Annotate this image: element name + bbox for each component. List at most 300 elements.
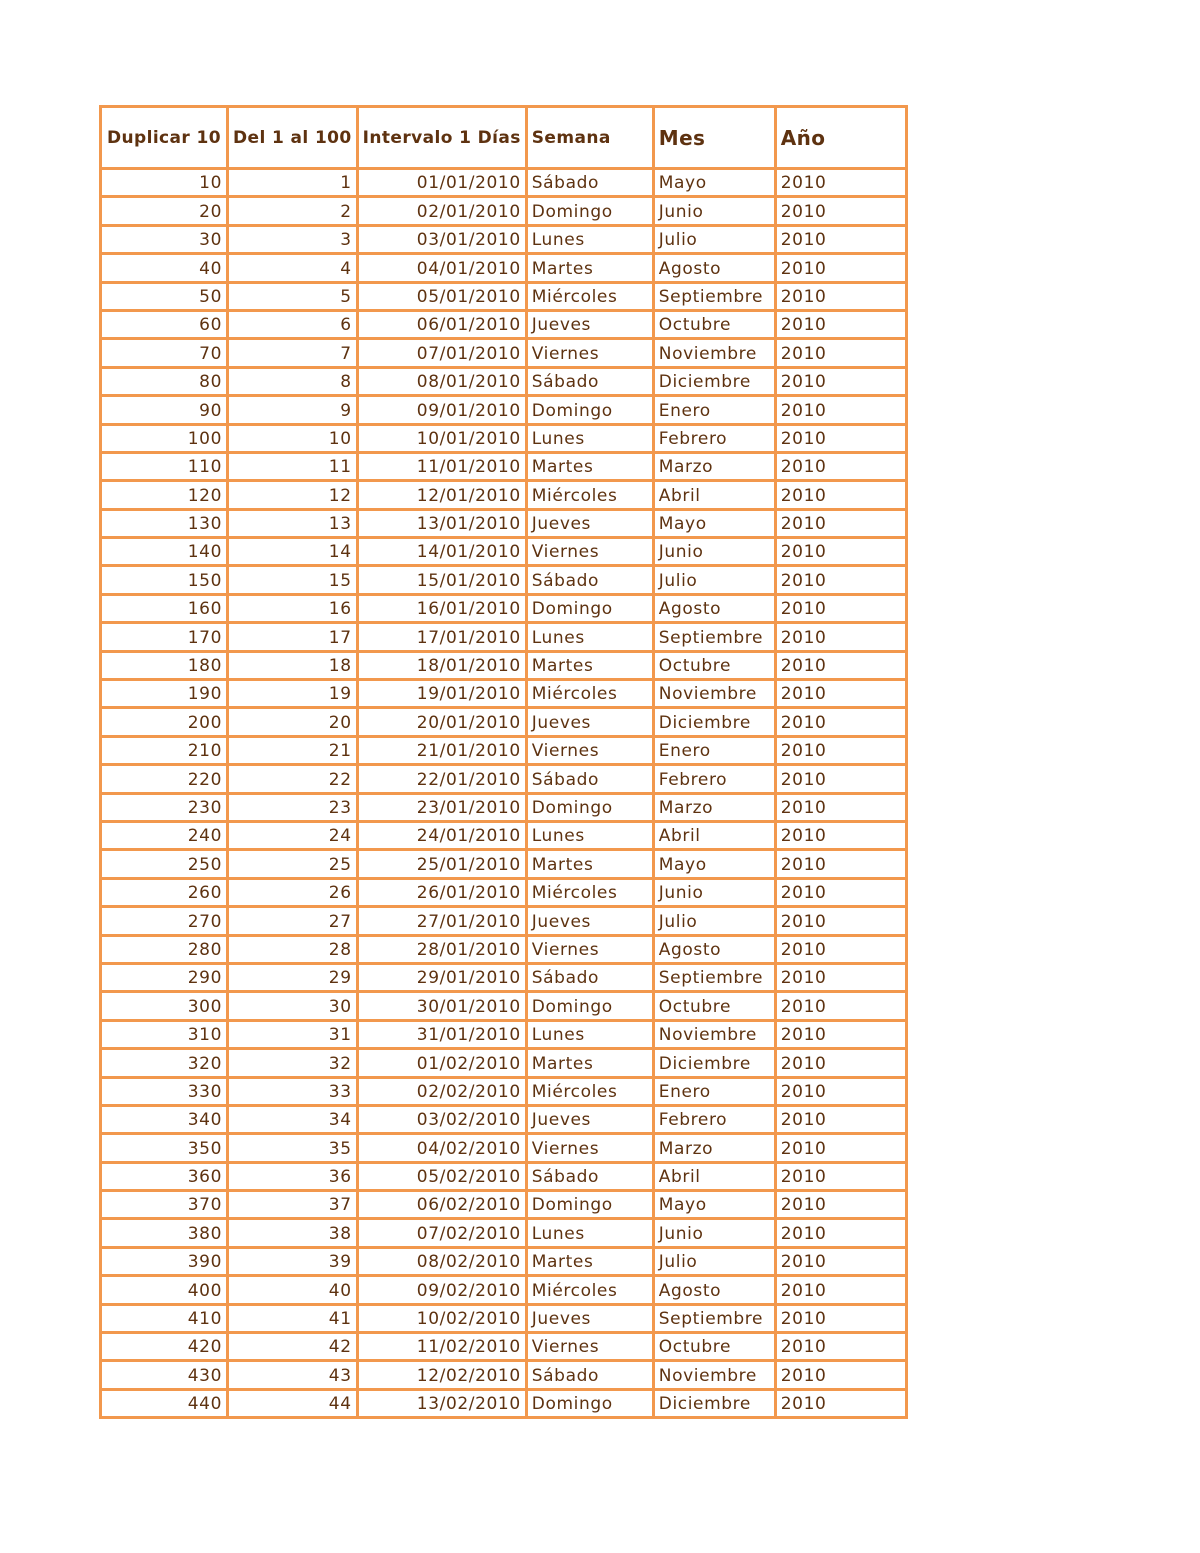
table-row (101, 623, 907, 651)
cell-secuencia: 29 (228, 963, 358, 991)
cell-mes: Noviembre (653, 1020, 775, 1048)
cell-ano: 2010 (775, 850, 906, 878)
cell-duplicar: 100 (101, 424, 228, 452)
cell-duplicar: 240 (101, 821, 228, 849)
cell-secuencia: 21 (228, 736, 358, 764)
cell-ano: 2010 (775, 1219, 906, 1247)
cell-semana: Lunes (526, 424, 653, 452)
cell-duplicar: 110 (101, 452, 228, 480)
cell-fecha: 01/01/2010 (357, 169, 526, 197)
cell-duplicar: 20 (101, 197, 228, 225)
cell-fecha: 10/01/2010 (357, 424, 526, 452)
cell-semana: Miércoles (526, 680, 653, 708)
cell-mes: Abril (653, 1162, 775, 1190)
cell-duplicar: 200 (101, 708, 228, 736)
cell-fecha: 31/01/2010 (357, 1020, 526, 1048)
cell-mes: Mayo (653, 1191, 775, 1219)
table-row (101, 1134, 907, 1162)
cell-fecha: 28/01/2010 (357, 935, 526, 963)
cell-fecha: 03/02/2010 (357, 1105, 526, 1133)
cell-ano: 2010 (775, 680, 906, 708)
cell-mes: Diciembre (653, 1389, 775, 1417)
cell-fecha: 04/02/2010 (357, 1134, 526, 1162)
table-row (101, 254, 907, 282)
cell-secuencia: 24 (228, 821, 358, 849)
cell-fecha: 19/01/2010 (357, 680, 526, 708)
cell-mes: Julio (653, 1247, 775, 1275)
cell-duplicar: 60 (101, 310, 228, 338)
cell-duplicar: 380 (101, 1219, 228, 1247)
cell-mes: Octubre (653, 651, 775, 679)
cell-fecha: 18/01/2010 (357, 651, 526, 679)
cell-duplicar: 10 (101, 169, 228, 197)
cell-fecha: 04/01/2010 (357, 254, 526, 282)
cell-semana: Viernes (526, 736, 653, 764)
cell-mes: Mayo (653, 509, 775, 537)
cell-fecha: 29/01/2010 (357, 963, 526, 991)
cell-fecha: 08/02/2010 (357, 1247, 526, 1275)
table-row (101, 282, 907, 310)
table-row (101, 1162, 907, 1190)
cell-mes: Abril (653, 481, 775, 509)
cell-duplicar: 220 (101, 765, 228, 793)
cell-ano: 2010 (775, 396, 906, 424)
cell-semana: Lunes (526, 623, 653, 651)
cell-mes: Diciembre (653, 367, 775, 395)
table-row (101, 821, 907, 849)
cell-secuencia: 19 (228, 680, 358, 708)
table-row (101, 169, 907, 197)
cell-duplicar: 260 (101, 878, 228, 906)
table-row (101, 367, 907, 395)
table-row (101, 1049, 907, 1077)
cell-duplicar: 420 (101, 1333, 228, 1361)
cell-fecha: 02/01/2010 (357, 197, 526, 225)
table-row (101, 424, 907, 452)
cell-ano: 2010 (775, 1134, 906, 1162)
cell-secuencia: 43 (228, 1361, 358, 1389)
cell-duplicar: 250 (101, 850, 228, 878)
cell-duplicar: 310 (101, 1020, 228, 1048)
cell-fecha: 11/02/2010 (357, 1333, 526, 1361)
cell-secuencia: 17 (228, 623, 358, 651)
cell-secuencia: 11 (228, 452, 358, 480)
cell-secuencia: 16 (228, 594, 358, 622)
cell-secuencia: 42 (228, 1333, 358, 1361)
cell-secuencia: 15 (228, 566, 358, 594)
cell-secuencia: 20 (228, 708, 358, 736)
cell-duplicar: 170 (101, 623, 228, 651)
cell-duplicar: 370 (101, 1191, 228, 1219)
cell-duplicar: 410 (101, 1304, 228, 1332)
cell-semana: Lunes (526, 1219, 653, 1247)
cell-fecha: 09/01/2010 (357, 396, 526, 424)
cell-mes: Septiembre (653, 1304, 775, 1332)
cell-fecha: 07/02/2010 (357, 1219, 526, 1247)
cell-ano: 2010 (775, 169, 906, 197)
cell-mes: Noviembre (653, 1361, 775, 1389)
header-intervalo-1-dias: Intervalo 1 Días (357, 107, 526, 169)
cell-semana: Domingo (526, 396, 653, 424)
cell-ano: 2010 (775, 339, 906, 367)
cell-semana: Martes (526, 254, 653, 282)
cell-semana: Viernes (526, 339, 653, 367)
cell-fecha: 05/01/2010 (357, 282, 526, 310)
cell-secuencia: 4 (228, 254, 358, 282)
cell-semana: Martes (526, 850, 653, 878)
cell-ano: 2010 (775, 1247, 906, 1275)
cell-ano: 2010 (775, 1304, 906, 1332)
cell-mes: Octubre (653, 1333, 775, 1361)
cell-secuencia: 2 (228, 197, 358, 225)
cell-semana: Martes (526, 651, 653, 679)
cell-ano: 2010 (775, 623, 906, 651)
header-mes: Mes (653, 107, 775, 169)
cell-duplicar: 190 (101, 680, 228, 708)
cell-fecha: 10/02/2010 (357, 1304, 526, 1332)
cell-semana: Miércoles (526, 878, 653, 906)
cell-fecha: 27/01/2010 (357, 907, 526, 935)
cell-fecha: 09/02/2010 (357, 1276, 526, 1304)
table-row (101, 452, 907, 480)
cell-ano: 2010 (775, 254, 906, 282)
table-row (101, 1333, 907, 1361)
cell-ano: 2010 (775, 963, 906, 991)
cell-semana: Jueves (526, 310, 653, 338)
cell-ano: 2010 (775, 367, 906, 395)
cell-mes: Septiembre (653, 282, 775, 310)
cell-ano: 2010 (775, 197, 906, 225)
cell-secuencia: 37 (228, 1191, 358, 1219)
cell-fecha: 11/01/2010 (357, 452, 526, 480)
cell-mes: Marzo (653, 452, 775, 480)
cell-semana: Lunes (526, 1020, 653, 1048)
cell-duplicar: 210 (101, 736, 228, 764)
cell-semana: Domingo (526, 793, 653, 821)
table-row (101, 963, 907, 991)
header-duplicar-10: Duplicar 10 (101, 107, 228, 169)
cell-duplicar: 70 (101, 339, 228, 367)
table-row (101, 1191, 907, 1219)
cell-semana: Sábado (526, 963, 653, 991)
table-row (101, 708, 907, 736)
cell-ano: 2010 (775, 1105, 906, 1133)
cell-secuencia: 23 (228, 793, 358, 821)
cell-mes: Enero (653, 396, 775, 424)
cell-ano: 2010 (775, 765, 906, 793)
table-row (101, 396, 907, 424)
cell-ano: 2010 (775, 907, 906, 935)
table-row (101, 935, 907, 963)
cell-secuencia: 32 (228, 1049, 358, 1077)
cell-secuencia: 35 (228, 1134, 358, 1162)
cell-fecha: 15/01/2010 (357, 566, 526, 594)
cell-duplicar: 330 (101, 1077, 228, 1105)
cell-duplicar: 90 (101, 396, 228, 424)
cell-mes: Julio (653, 566, 775, 594)
cell-ano: 2010 (775, 509, 906, 537)
cell-semana: Miércoles (526, 1276, 653, 1304)
cell-ano: 2010 (775, 821, 906, 849)
cell-semana: Sábado (526, 169, 653, 197)
cell-mes: Febrero (653, 765, 775, 793)
table-row (101, 566, 907, 594)
cell-duplicar: 80 (101, 367, 228, 395)
cell-mes: Julio (653, 225, 775, 253)
cell-duplicar: 140 (101, 538, 228, 566)
cell-mes: Mayo (653, 850, 775, 878)
cell-ano: 2010 (775, 708, 906, 736)
header-ano: Año (775, 107, 906, 169)
cell-semana: Miércoles (526, 1077, 653, 1105)
cell-fecha: 05/02/2010 (357, 1162, 526, 1190)
cell-secuencia: 34 (228, 1105, 358, 1133)
cell-semana: Sábado (526, 1361, 653, 1389)
cell-fecha: 01/02/2010 (357, 1049, 526, 1077)
cell-ano: 2010 (775, 225, 906, 253)
cell-secuencia: 36 (228, 1162, 358, 1190)
cell-secuencia: 7 (228, 339, 358, 367)
table-row (101, 992, 907, 1020)
cell-fecha: 30/01/2010 (357, 992, 526, 1020)
cell-fecha: 08/01/2010 (357, 367, 526, 395)
cell-fecha: 21/01/2010 (357, 736, 526, 764)
table-row (101, 1389, 907, 1417)
cell-ano: 2010 (775, 1361, 906, 1389)
cell-semana: Jueves (526, 1304, 653, 1332)
cell-semana: Jueves (526, 708, 653, 736)
table-row (101, 1276, 907, 1304)
cell-secuencia: 13 (228, 509, 358, 537)
cell-mes: Junio (653, 538, 775, 566)
cell-fecha: 22/01/2010 (357, 765, 526, 793)
cell-ano: 2010 (775, 935, 906, 963)
cell-ano: 2010 (775, 736, 906, 764)
cell-semana: Sábado (526, 367, 653, 395)
cell-mes: Junio (653, 878, 775, 906)
cell-ano: 2010 (775, 1020, 906, 1048)
cell-mes: Marzo (653, 793, 775, 821)
header-semana: Semana (526, 107, 653, 169)
cell-secuencia: 44 (228, 1389, 358, 1417)
cell-fecha: 20/01/2010 (357, 708, 526, 736)
cell-mes: Febrero (653, 1105, 775, 1133)
cell-ano: 2010 (775, 452, 906, 480)
cell-secuencia: 22 (228, 765, 358, 793)
cell-semana: Viernes (526, 1333, 653, 1361)
cell-semana: Jueves (526, 1105, 653, 1133)
cell-fecha: 06/02/2010 (357, 1191, 526, 1219)
cell-duplicar: 50 (101, 282, 228, 310)
cell-ano: 2010 (775, 310, 906, 338)
cell-semana: Martes (526, 452, 653, 480)
cell-semana: Sábado (526, 566, 653, 594)
cell-mes: Diciembre (653, 708, 775, 736)
cell-mes: Enero (653, 1077, 775, 1105)
table-row (101, 907, 907, 935)
cell-mes: Mayo (653, 169, 775, 197)
cell-mes: Agosto (653, 935, 775, 963)
cell-mes: Enero (653, 736, 775, 764)
cell-secuencia: 6 (228, 310, 358, 338)
cell-secuencia: 9 (228, 396, 358, 424)
cell-duplicar: 350 (101, 1134, 228, 1162)
cell-secuencia: 5 (228, 282, 358, 310)
cell-fecha: 13/01/2010 (357, 509, 526, 537)
cell-ano: 2010 (775, 481, 906, 509)
table-row (101, 538, 907, 566)
cell-fecha: 13/02/2010 (357, 1389, 526, 1417)
cell-secuencia: 25 (228, 850, 358, 878)
table-row (101, 1077, 907, 1105)
cell-fecha: 07/01/2010 (357, 339, 526, 367)
data-table (99, 105, 908, 1419)
table-row (101, 1105, 907, 1133)
table-row (101, 793, 907, 821)
cell-ano: 2010 (775, 594, 906, 622)
table-row (101, 651, 907, 679)
cell-ano: 2010 (775, 566, 906, 594)
header-row (101, 107, 907, 169)
cell-secuencia: 8 (228, 367, 358, 395)
cell-secuencia: 40 (228, 1276, 358, 1304)
table-row (101, 1304, 907, 1332)
cell-secuencia: 28 (228, 935, 358, 963)
cell-ano: 2010 (775, 1077, 906, 1105)
cell-duplicar: 300 (101, 992, 228, 1020)
cell-secuencia: 14 (228, 538, 358, 566)
cell-mes: Noviembre (653, 339, 775, 367)
cell-duplicar: 320 (101, 1049, 228, 1077)
cell-ano: 2010 (775, 1162, 906, 1190)
cell-ano: 2010 (775, 1276, 906, 1304)
cell-duplicar: 160 (101, 594, 228, 622)
cell-secuencia: 26 (228, 878, 358, 906)
cell-duplicar: 270 (101, 907, 228, 935)
cell-duplicar: 150 (101, 566, 228, 594)
cell-secuencia: 10 (228, 424, 358, 452)
cell-secuencia: 1 (228, 169, 358, 197)
table-row (101, 509, 907, 537)
cell-fecha: 14/01/2010 (357, 538, 526, 566)
cell-semana: Viernes (526, 538, 653, 566)
cell-duplicar: 290 (101, 963, 228, 991)
cell-duplicar: 30 (101, 225, 228, 253)
table-row (101, 1247, 907, 1275)
cell-semana: Domingo (526, 1191, 653, 1219)
cell-ano: 2010 (775, 1191, 906, 1219)
cell-secuencia: 12 (228, 481, 358, 509)
cell-fecha: 24/01/2010 (357, 821, 526, 849)
cell-duplicar: 130 (101, 509, 228, 537)
cell-mes: Agosto (653, 254, 775, 282)
cell-mes: Agosto (653, 594, 775, 622)
cell-mes: Octubre (653, 310, 775, 338)
table-row (101, 680, 907, 708)
table-row (101, 225, 907, 253)
cell-semana: Domingo (526, 594, 653, 622)
cell-semana: Domingo (526, 1389, 653, 1417)
cell-fecha: 23/01/2010 (357, 793, 526, 821)
table-row (101, 1020, 907, 1048)
cell-secuencia: 3 (228, 225, 358, 253)
cell-mes: Noviembre (653, 680, 775, 708)
table-row (101, 1219, 907, 1247)
cell-secuencia: 38 (228, 1219, 358, 1247)
cell-ano: 2010 (775, 1389, 906, 1417)
cell-secuencia: 27 (228, 907, 358, 935)
table-row (101, 197, 907, 225)
table-row (101, 310, 907, 338)
cell-duplicar: 390 (101, 1247, 228, 1275)
cell-semana: Viernes (526, 1134, 653, 1162)
table-row (101, 878, 907, 906)
cell-semana: Sábado (526, 1162, 653, 1190)
cell-mes: Febrero (653, 424, 775, 452)
cell-fecha: 16/01/2010 (357, 594, 526, 622)
cell-secuencia: 30 (228, 992, 358, 1020)
cell-semana: Viernes (526, 935, 653, 963)
table-row (101, 850, 907, 878)
cell-ano: 2010 (775, 878, 906, 906)
cell-mes: Septiembre (653, 963, 775, 991)
cell-duplicar: 430 (101, 1361, 228, 1389)
table-row (101, 736, 907, 764)
cell-mes: Julio (653, 907, 775, 935)
cell-ano: 2010 (775, 282, 906, 310)
cell-duplicar: 400 (101, 1276, 228, 1304)
cell-mes: Junio (653, 1219, 775, 1247)
cell-fecha: 17/01/2010 (357, 623, 526, 651)
cell-duplicar: 40 (101, 254, 228, 282)
cell-fecha: 03/01/2010 (357, 225, 526, 253)
cell-semana: Lunes (526, 821, 653, 849)
cell-duplicar: 120 (101, 481, 228, 509)
cell-ano: 2010 (775, 424, 906, 452)
table-row (101, 339, 907, 367)
cell-fecha: 12/02/2010 (357, 1361, 526, 1389)
cell-mes: Agosto (653, 1276, 775, 1304)
cell-semana: Lunes (526, 225, 653, 253)
cell-fecha: 06/01/2010 (357, 310, 526, 338)
cell-ano: 2010 (775, 538, 906, 566)
cell-semana: Martes (526, 1049, 653, 1077)
cell-ano: 2010 (775, 1049, 906, 1077)
cell-semana: Miércoles (526, 282, 653, 310)
header-del-1-al-100: Del 1 al 100 (228, 107, 358, 169)
cell-duplicar: 360 (101, 1162, 228, 1190)
cell-secuencia: 33 (228, 1077, 358, 1105)
cell-fecha: 25/01/2010 (357, 850, 526, 878)
cell-secuencia: 39 (228, 1247, 358, 1275)
cell-ano: 2010 (775, 651, 906, 679)
cell-semana: Jueves (526, 907, 653, 935)
cell-ano: 2010 (775, 992, 906, 1020)
cell-duplicar: 180 (101, 651, 228, 679)
cell-mes: Septiembre (653, 623, 775, 651)
cell-secuencia: 41 (228, 1304, 358, 1332)
cell-semana: Domingo (526, 992, 653, 1020)
table-row (101, 481, 907, 509)
cell-ano: 2010 (775, 1333, 906, 1361)
table-body (101, 169, 907, 1418)
cell-mes: Diciembre (653, 1049, 775, 1077)
cell-mes: Marzo (653, 1134, 775, 1162)
table-row (101, 765, 907, 793)
cell-duplicar: 230 (101, 793, 228, 821)
cell-fecha: 26/01/2010 (357, 878, 526, 906)
cell-mes: Junio (653, 197, 775, 225)
